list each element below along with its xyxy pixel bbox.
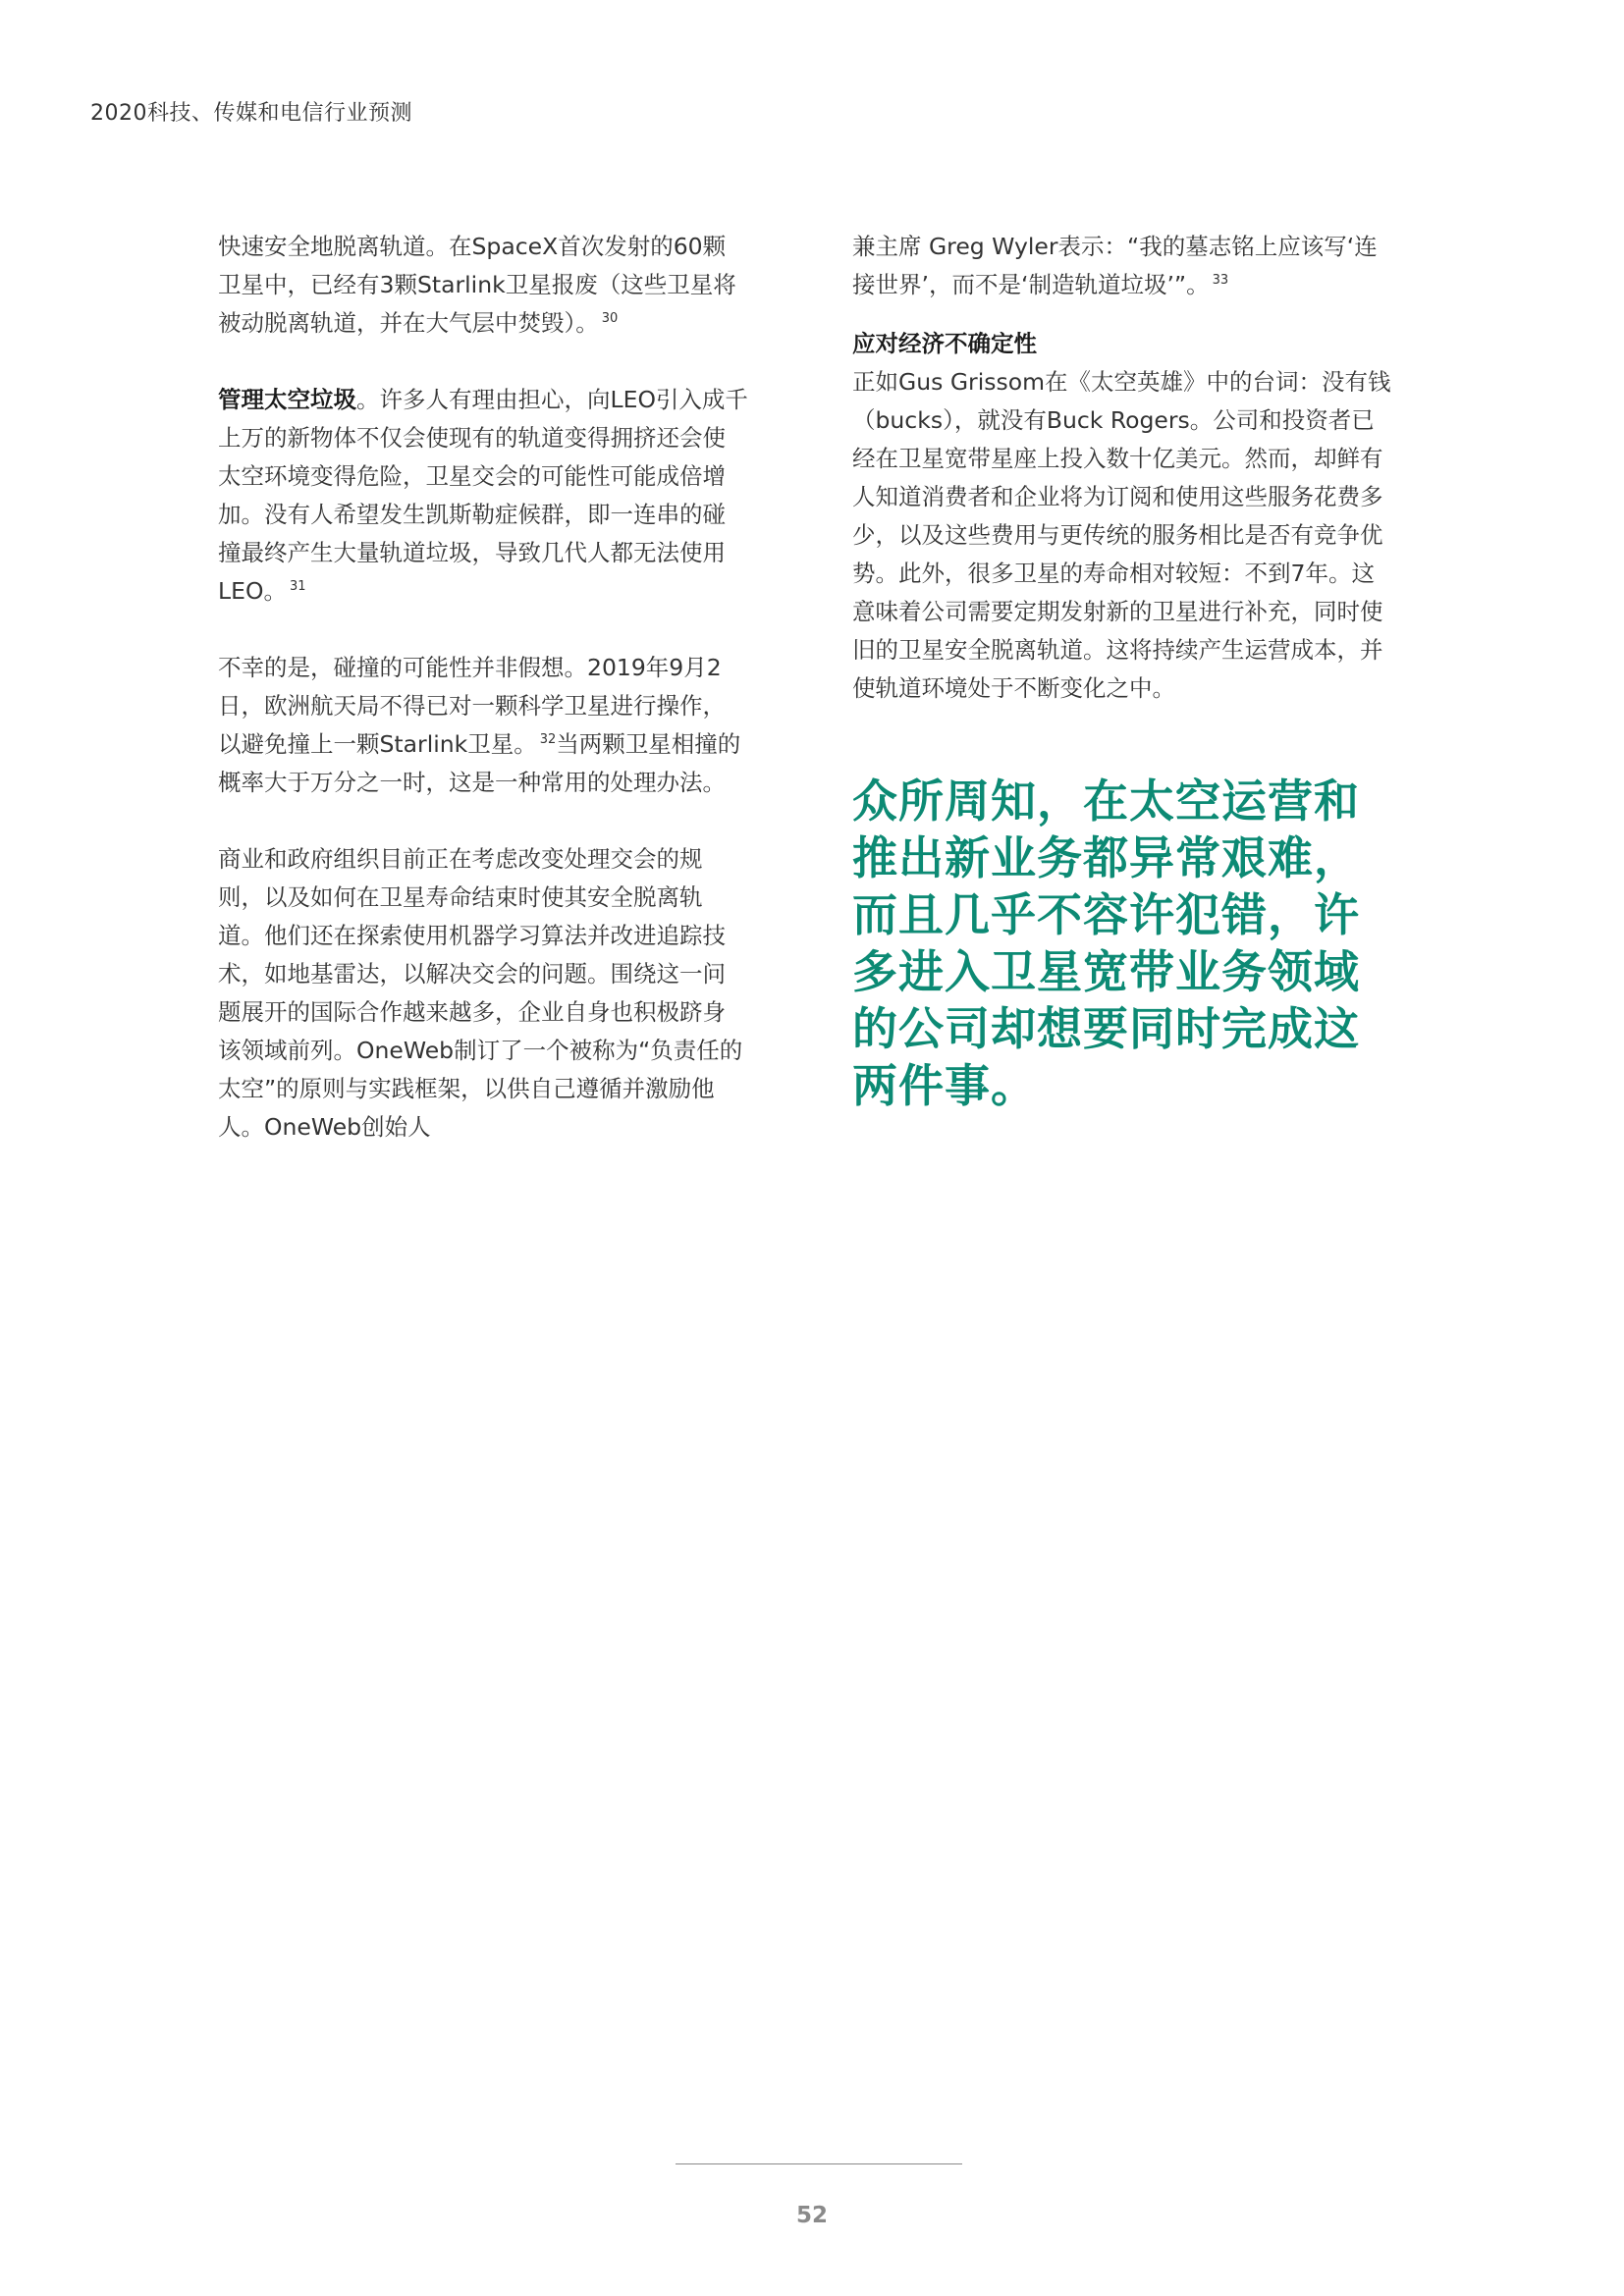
footer-divider [676, 2163, 962, 2164]
paragraph-text: 商业和政府组织目前正在考虑改变处理交会的规则，以及如何在卫星寿命结束时使其安全脱离轨道。他们还在探索使用机器学习算法并改进追踪技术，如地基雷达，以解决交会的问题。围绕这一问题展开的国际合作越来越多，企业自身也积极跻身该领域前列。OneWeb制订了一个被称为“负责任的太空”的原则与实践框架，以供自己遵循并激励他人。OneWeb创始人 [218, 845, 743, 1141]
left-column [218, 228, 748, 1147]
paragraph-wyler-quote [852, 228, 1392, 304]
paragraph-deorbit [218, 228, 748, 343]
paragraph-economic-uncertainty [852, 363, 1392, 708]
footnote-ref-30: 30 [601, 311, 619, 327]
footnote-ref-33: 33 [1212, 273, 1229, 289]
page-number: 52 [795, 2203, 828, 2228]
running-header: 2020科技、传媒和电信行业预测 [90, 101, 412, 126]
paragraph-lead-heading: 管理太空垃圾 [218, 386, 356, 413]
paragraph-text: 不幸的是，碰撞的可能性并非假想。2019年9月2日，欧洲航天局不得已对一颗科学卫星进行操作，以避免撞上一颗Starlink卫星。 [218, 654, 726, 758]
right-column [852, 228, 1392, 1114]
pull-quote: 众所周知，在太空运营和推出新业务都异常艰难，而且几乎不容许犯错，许多进入卫星宽带业务领域的公司却想要同时完成这两件事。 [852, 774, 1360, 1112]
paragraph-space-debris [218, 381, 748, 611]
paragraph-collision [218, 649, 748, 802]
paragraph-text: 。许多人有理由担心，向LEO引入成千上万的新物体不仅会使现有的轨道变得拥挤还会使太空环境变得危险，卫星交会的可能性可能成倍增加。没有人希望发生凯斯勒症候群，即一连串的碰撞最终产生大量轨道垃圾，导致几代人都无法使用LEO。 [218, 386, 748, 605]
paragraph-text-continued: 当两颗卫星相撞的概率大于万分之一时，这是一种常用的处理办法。 [218, 730, 741, 796]
footnote-ref-32: 32 [539, 732, 557, 748]
paragraph-rules [218, 840, 748, 1147]
paragraph-text: 兼主席 Greg Wyler表示：“我的墓志铭上应该写‘连接世界’，而不是‘制造轨道垃圾’”。 [852, 233, 1378, 298]
section-subheading: 应对经济不确定性 [852, 330, 1037, 357]
paragraph-text: 快速安全地脱离轨道。在SpaceX首次发射的60颗卫星中，已经有3颗Starlink卫星报废（这些卫星将被动脱离轨道，并在大气层中焚毁）。 [218, 233, 736, 337]
paragraph-text: 正如Gus Grissom在《太空英雄》中的台词：没有钱（bucks），就没有Buck Rogers。公司和投资者已经在卫星宽带星座上投入数十亿美元。然而，却鲜有人知道消费者和企业将为订阅和使用这些服务花费多少，以及这些费用与更传统的服务相比是否有竞争优势。此外，很多卫星的寿命相对较短：不到7年。这意味着公司需要定期发射新的卫星进行补充，同时使旧的卫星安全脱离轨道。这将持续产生运营成本，并使轨道环境处于不断变化之中。 [852, 368, 1391, 702]
footnote-ref-31: 31 [289, 579, 306, 595]
